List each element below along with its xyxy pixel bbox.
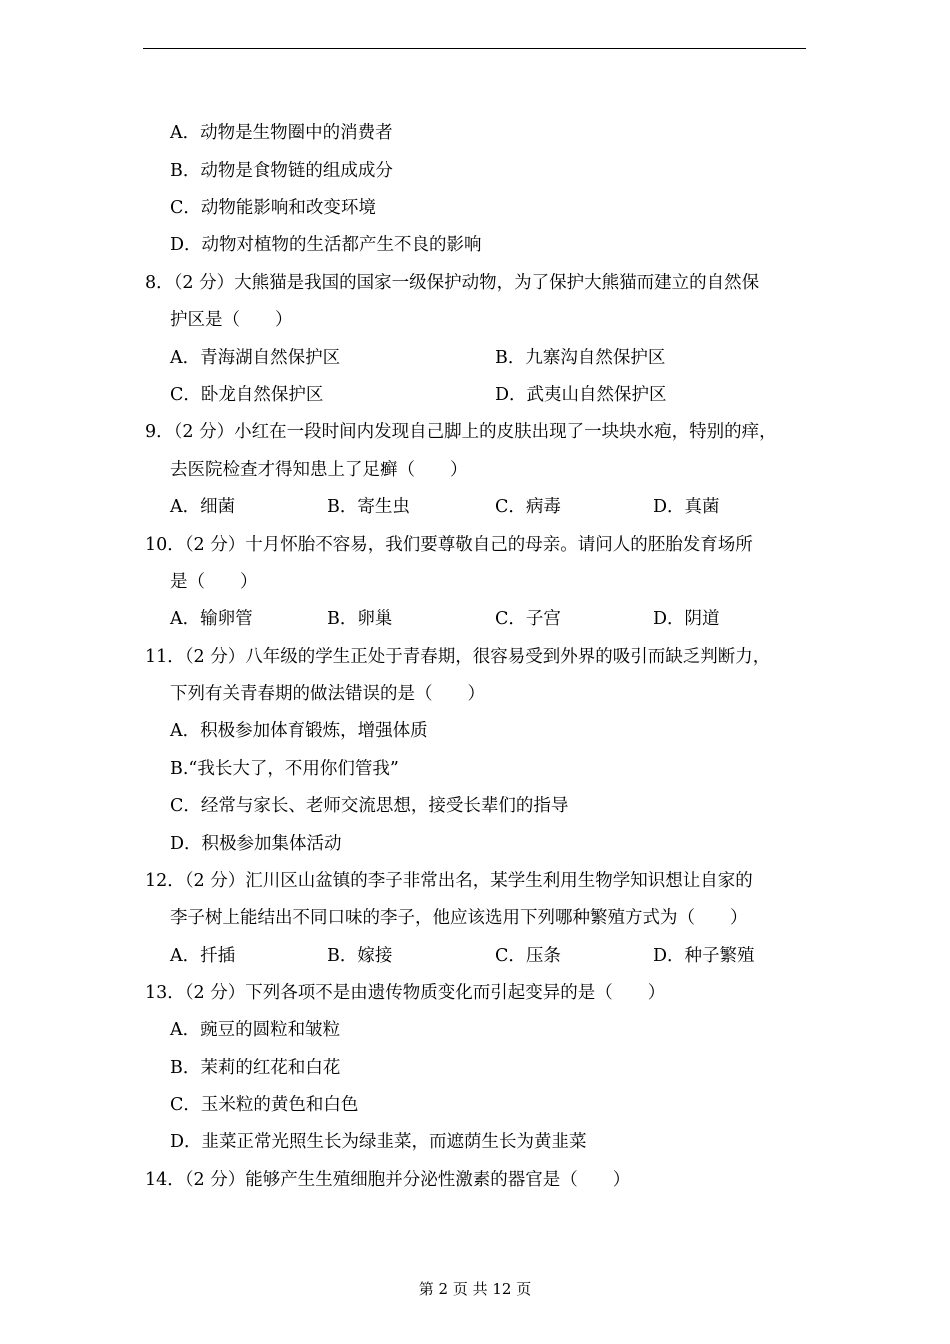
q9-stem-line2: 去医院检查才得知患上了足癣（ ） (170, 460, 468, 480)
q13-option-a: A．豌豆的圆粒和皱粒 (170, 1020, 341, 1040)
q10-option-a: A．输卵管 (170, 609, 253, 629)
q10-stem-line2: 是（ ） (170, 572, 258, 592)
q9-option-b: B．寄生虫 (327, 497, 410, 517)
q8-option-a: A．青海湖自然保护区 (170, 348, 341, 368)
q7-option-c: C．动物能影响和改变环境 (170, 198, 376, 218)
q9-option-c: C．病毒 (495, 497, 561, 517)
page-number: 第 2 页 共 12 页 (418, 1280, 532, 1298)
q8-stem-line1: 8．（2 分）大熊猫是我国的国家一级保护动物，为了保护大熊猫而建立的自然保 (145, 273, 760, 293)
q13-stem-line1: 13．（2 分）下列各项不是由遗传物质变化而引起变异的是（ ） (145, 983, 666, 1003)
q13-option-b: B．茉莉的红花和白花 (170, 1058, 341, 1078)
q8-option-c: C．卧龙自然保护区 (170, 385, 324, 405)
q10-option-c: C．子宫 (495, 609, 561, 629)
q7-option-d: D．动物对植物的生活都产生不良的影响 (170, 235, 482, 255)
q10-option-b: B．卵巢 (327, 609, 393, 629)
q9-option-d: D．真菌 (653, 497, 720, 517)
q7-option-a: A．动物是生物圈中的消费者 (170, 123, 393, 143)
header-rule (143, 48, 806, 49)
q12-stem-line2: 李子树上能结出不同口味的李子，他应该选用下列哪种繁殖方式为（ ） (170, 908, 748, 928)
q11-option-b: B.“我长大了，不用你们管我” (170, 759, 399, 779)
q9-option-a: A．细菌 (170, 497, 236, 517)
q8-option-b: B．九寨沟自然保护区 (495, 348, 666, 368)
q9-stem-line1: 9．（2 分）小红在一段时间内发现自己脚上的皮肤出现了一块块水疱，特别的痒， (145, 422, 777, 442)
q8-stem-line2: 护区是（ ） (170, 310, 293, 330)
q14-stem-line1: 14．（2 分）能够产生生殖细胞并分泌性激素的器官是（ ） (145, 1170, 631, 1190)
q13-option-d: D．韭菜正常光照生长为绿韭菜，而遮荫生长为黄韭菜 (170, 1132, 587, 1152)
q11-option-c: C．经常与家长、老师交流思想，接受长辈们的指导 (170, 796, 569, 816)
q7-option-b: B．动物是食物链的组成成分 (170, 161, 393, 181)
q12-option-b: B．嫁接 (327, 946, 393, 966)
q10-stem-line1: 10．（2 分）十月怀胎不容易，我们要尊敬自己的母亲。请问人的胚胎发育场所 (145, 535, 753, 555)
q11-stem-line2: 下列有关青春期的做法错误的是（ ） (170, 684, 485, 704)
q10-option-d: D．阴道 (653, 609, 720, 629)
q12-stem-line1: 12．（2 分）汇川区山盆镇的李子非常出名，某学生利用生物学知识想让自家的 (145, 871, 753, 891)
q11-option-a: A．积极参加体育锻炼，增强体质 (170, 721, 428, 741)
q11-stem-line1: 11．（2 分）八年级的学生正处于青春期，很容易受到外界的吸引而缺乏判断力， (145, 647, 771, 667)
q13-option-c: C．玉米粒的黄色和白色 (170, 1095, 359, 1115)
q12-option-d: D．种子繁殖 (653, 946, 755, 966)
q12-option-a: A．扦插 (170, 946, 236, 966)
q11-option-d: D．积极参加集体活动 (170, 834, 342, 854)
q8-option-d: D．武夷山自然保护区 (495, 385, 667, 405)
q12-option-c: C．压条 (495, 946, 561, 966)
